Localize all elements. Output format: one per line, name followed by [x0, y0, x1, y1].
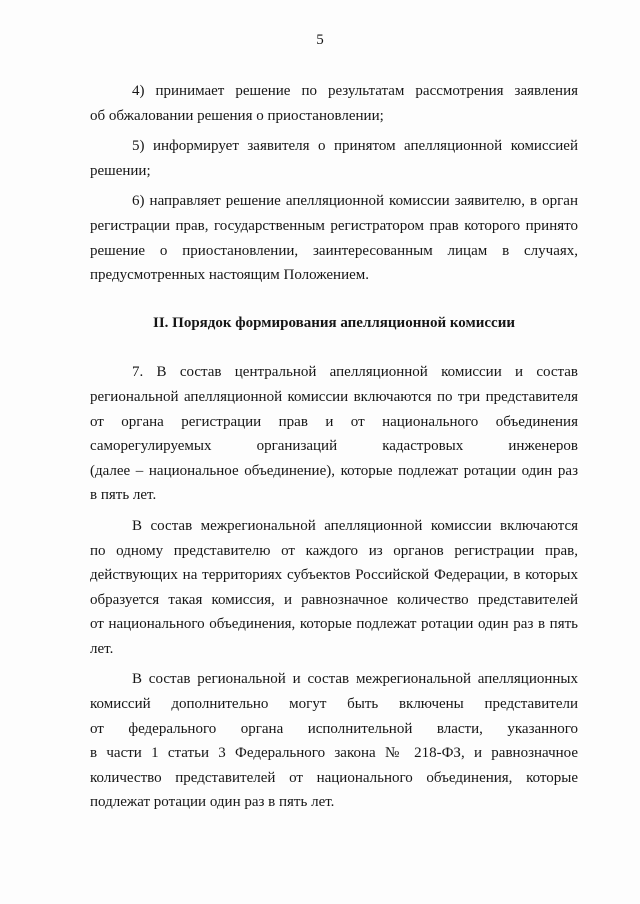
text-line: действующих на территориях субъектов Российской Федерации, в которых: [90, 567, 578, 584]
text-line: в части 1 статьи 3 Федерального закона № 218-ФЗ, и равнозначное: [90, 745, 578, 762]
text-line: решение о приостановлении, заинтересованным лицам в случаях,: [90, 242, 578, 259]
document-body: [90, 79, 578, 815]
text-line: лет.: [90, 640, 114, 657]
page-number: 5: [316, 32, 324, 48]
text-line: В состав региональной и состав межрегиональной апелляционных: [132, 671, 578, 688]
paragraph-additional-members: [90, 667, 578, 815]
text-line: 7. В состав центральной апелляционной комиссии и состав: [132, 364, 578, 381]
list-item-6: [90, 189, 578, 287]
text-line: 4) принимает решение по результатам рассмотрения заявления: [132, 83, 578, 99]
text-line: решении;: [90, 162, 151, 179]
text-line: 6) направляет решение апелляционной комиссии заявителю, в орган: [132, 193, 578, 210]
text-line: саморегулируемых организаций кадастровых инженеров: [90, 438, 578, 455]
text-line: комиссий дополнительно могут быть включены представители: [90, 696, 578, 713]
list-item-5: [90, 134, 578, 183]
text-line: 5) информирует заявителя о принятом апелляционной комиссией: [132, 138, 578, 155]
text-line: об обжаловании решения о приостановлении;: [90, 107, 384, 124]
text-line: В состав межрегиональной апелляционной комиссии включаются: [132, 517, 578, 534]
text-line: предусмотренных настоящим Положением.: [90, 267, 370, 284]
text-line: по одному представителю от каждого из органов регистрации прав,: [90, 542, 578, 559]
paragraph-interregional: [90, 514, 578, 662]
section-heading: II. Порядок формирования апелляционной комиссии: [153, 314, 515, 331]
text-line: (далее – национальное объединение), которые подлежат ротации один раз: [90, 462, 578, 479]
list-item-4: [90, 79, 578, 128]
text-line: в пять лет.: [90, 487, 157, 504]
text-line: от федерального органа исполнительной власти, указанного: [90, 720, 578, 737]
text-line: от национального объединения, которые подлежат ротации один раз в пять: [90, 616, 578, 633]
paragraph-7: [90, 360, 578, 508]
text-line: от органа регистрации прав и от национального объединения: [90, 413, 578, 430]
text-line: количество представителей от национального объединения, которые: [90, 769, 578, 786]
text-line: образуется такая комиссия, и равнозначное количество представителей: [90, 591, 578, 608]
text-line: региональной апелляционной комиссии включаются по три представителя: [90, 388, 578, 405]
text-line: подлежат ротации один раз в пять лет.: [90, 794, 335, 811]
text-line: регистрации прав, государственным регистратором прав которого принято: [90, 217, 578, 234]
